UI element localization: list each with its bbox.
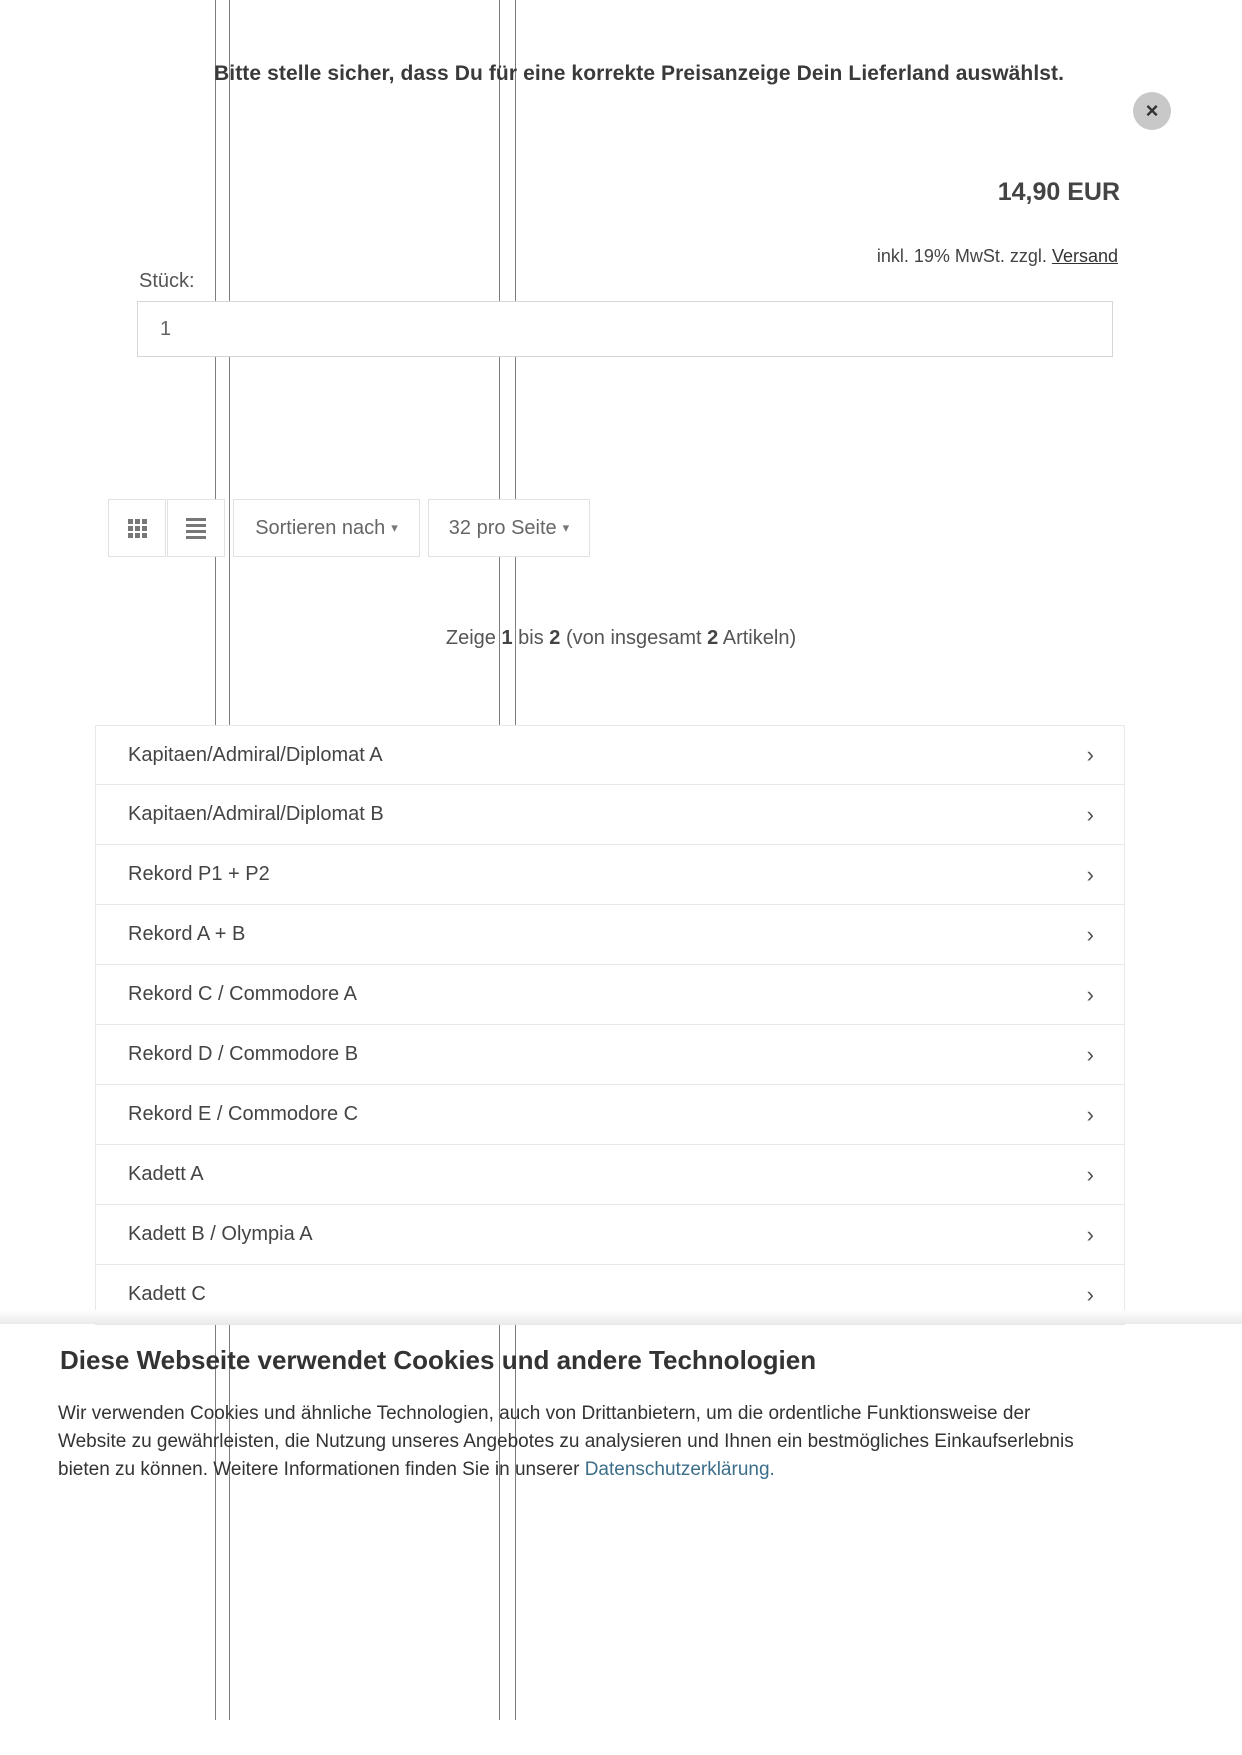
- caret-down-icon: ▾: [562, 520, 570, 535]
- list-item-label: Kadett A: [128, 1163, 204, 1185]
- cookie-title: Diese Webseite verwendet Cookies und andere Technologien: [60, 1345, 817, 1375]
- country-notice: Bitte stelle sicher, dass Du für eine korrekte Preisanzeige Dein Lieferland auswählst.: [214, 62, 1065, 85]
- product-price: 14,90 EUR: [997, 178, 1120, 206]
- list-item[interactable]: [95, 905, 1125, 965]
- list-item-label: Kapitaen/Admiral/Diplomat A: [128, 743, 383, 766]
- list-icon: [186, 518, 206, 539]
- close-button[interactable]: [1133, 92, 1171, 130]
- chevron-right-icon: ›: [1086, 981, 1094, 1007]
- chevron-right-icon: ›: [1086, 1041, 1094, 1067]
- shipping-link[interactable]: Versand: [1051, 246, 1118, 266]
- sort-label: Sortieren nach: [255, 516, 386, 539]
- grid-icon: [128, 519, 147, 538]
- list-view-button[interactable]: [167, 499, 225, 557]
- chevron-right-icon: ›: [1086, 742, 1094, 767]
- chevron-right-icon: ›: [1086, 1221, 1094, 1247]
- tax-info: [877, 246, 1118, 267]
- list-item-label: Rekord D / Commodore B: [128, 1043, 359, 1065]
- chevron-right-icon: ›: [1086, 921, 1094, 947]
- list-item[interactable]: [95, 1205, 1125, 1265]
- chevron-right-icon: ›: [1086, 1281, 1094, 1307]
- list-item[interactable]: [95, 725, 1125, 785]
- close-icon: ×: [1145, 98, 1159, 123]
- privacy-link[interactable]: Datenschutzerklärung.: [584, 1459, 775, 1480]
- list-item[interactable]: [95, 1025, 1125, 1085]
- cookie-text: [58, 1400, 1098, 1484]
- chevron-right-icon: ›: [1086, 861, 1094, 887]
- per-page-dropdown[interactable]: [428, 499, 590, 557]
- tax-text: inkl. 19% MwSt. zzgl.: [876, 246, 1047, 266]
- list-item[interactable]: [95, 1145, 1125, 1205]
- chevron-right-icon: ›: [1086, 1101, 1094, 1127]
- list-item[interactable]: [95, 845, 1125, 905]
- quantity-input[interactable]: [137, 301, 1113, 357]
- list-item-label: Rekord A + B: [128, 923, 246, 945]
- chevron-right-icon: ›: [1086, 801, 1094, 827]
- list-item[interactable]: [95, 965, 1125, 1025]
- quantity-label: Stück:: [139, 270, 195, 292]
- cookie-banner-edge: [0, 1310, 1242, 1324]
- sort-dropdown[interactable]: [233, 499, 420, 557]
- list-item[interactable]: [95, 785, 1125, 845]
- results-count: Zeige 1 bis 2 (von insgesamt 2 Artikeln): [445, 627, 797, 649]
- category-list: [95, 725, 1125, 1325]
- per-page-label: 32 pro Seite: [448, 516, 557, 539]
- list-item-label: Rekord E / Commodore C: [128, 1103, 359, 1125]
- list-item-label: Kapitaen/Admiral/Diplomat B: [128, 803, 384, 825]
- cookie-body: Wir verwenden Cookies und ähnliche Technologien, auch von Drittanbietern, um die ordentliche Funktionsweise der Website zu gewährleisten, die Nutzung unseres Angebotes zu analysieren und Ihnen ein bestmögliches Einkaufserlebnis bieten zu können. Weitere Informationen finden Sie in unserer: [58, 1403, 1074, 1480]
- grid-view-button[interactable]: [108, 499, 166, 557]
- list-item-label: Kadett C: [128, 1283, 206, 1305]
- list-item-label: Rekord P1 + P2: [128, 863, 270, 885]
- caret-down-icon: ▾: [391, 520, 398, 535]
- list-item-label: Rekord C / Commodore A: [128, 983, 357, 1005]
- chevron-right-icon: ›: [1086, 1161, 1094, 1187]
- list-item-label: Kadett B / Olympia A: [128, 1223, 313, 1245]
- list-item[interactable]: [95, 1085, 1125, 1145]
